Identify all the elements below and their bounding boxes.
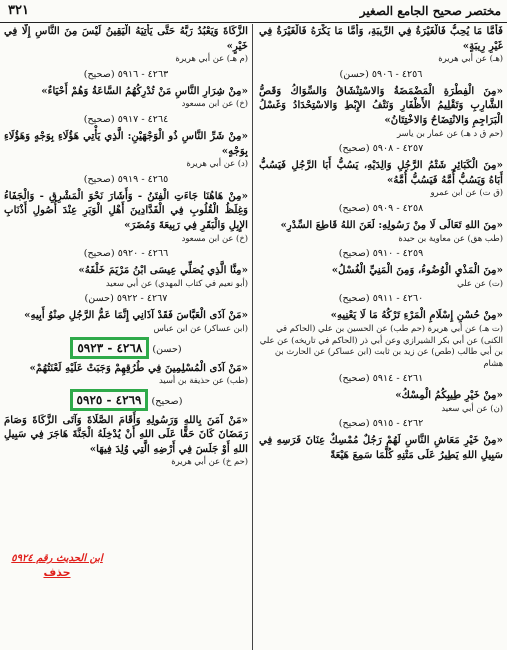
- hadith-index: ٤٢٥٨ - ٥٩٠٩: [372, 202, 424, 214]
- hadith-number: [4, 389, 248, 411]
- hadith-source: (طب هق) عن معاوية بن حيدة: [398, 232, 503, 243]
- hadith-text: «مَنْ آمَنَ بِاللهِ وَرَسُولِهِ وَأَقَامَ الصَّلَاةَ وَآتَى الزَّكَاةَ وَصَامَ رَمَضَانَ كَانَ حَقًّا عَلَى اللهِ أَنْ يُدْخِلَهُ الْجَنَّةَ هَاجَرَ فِي سَبِيلِ اللهِ أَوْ جَلَسَ فِي أَرْضِهِ الَّتِي وُلِدَ فِيهَا»: [4, 413, 248, 455]
- hadith-text: «مِنْ خَيْرِ مَعَاشِ النَّاسِ لَهُمْ رَجُلٌ مُمْسِكٌ عِنَانَ فَرَسِهِ فِي سَبِيلِ اللهِ يَطِيرُ عَلَى مَتْنِهِ كُلَّمَا سَمِعَ هَيْعَةً: [259, 434, 503, 462]
- hadith-number: [4, 337, 248, 359]
- hadith-index: ٤٢٦١ - ٥٩١٤: [372, 373, 424, 385]
- hadith-index: ٤٢٥٦ - ٥٩٠٦: [371, 68, 423, 80]
- hadith-source: (خ) عن ابن مسعود: [181, 98, 248, 109]
- hadith-grade: (صحيح): [338, 248, 370, 260]
- hadith-text: «مِنْ هَاهُنَا جَاءَتِ الْفِتَنُ - وَأَشَارَ نَحْوَ الْمَشْرِقِ - وَالْجَفَاءُ وَغِلَظُ الْقُلُوبِ فِي الْفَدَّادِينَ أَهْلِ الْوَبَرِ عِنْدَ أُصُولِ أَذْنَابِ الإِبِلِ وَالْبَقَرِ فِي رَبِيعَةَ وَمُضَرَ»: [4, 189, 248, 231]
- hadith-number: [259, 141, 503, 156]
- hadith-text: «مِنَ الْكَبَائِرِ شَتْمُ الرَّجُلِ وَالِدَيْهِ، يَسُبُّ أَبَا الرَّجُلِ فَيَسُبُّ أَبَاهُ وَيَسُبُّ أُمَّهُ فَيَسُبُّ أُمَّهُ»: [259, 159, 503, 186]
- hadith-text: «مَنْ آذَى الْعَبَّاسَ فَقَدْ آذَانِي إِنَّمَا عَمُّ الرَّجُلِ صِنْوُ أَبِيهِ»: [24, 309, 248, 322]
- hadith-grade: (صحيح): [83, 113, 115, 125]
- hadith-index: ٤٢٦٨ - ٥٩٢٣: [77, 340, 143, 355]
- hadith-source: (م هـ) عن أبي هريرة: [175, 53, 248, 64]
- hadith-text: «مِنْ شَرِّ النَّاسِ ذُو الْوَجْهَيْنِ: الَّذِي يَأْتِي هَؤُلَاءِ بِوَجْهٍ وَهَؤُلَاءِ بِوَجْهٍ»: [4, 129, 248, 157]
- hadith-text: «مِنَ الْفِطْرَةِ الْمَضْمَضَةُ وَالاسْتِنْشَاقُ وَالسِّوَاكُ وَقَصُّ الشَّارِبِ وَتَقْلِيمُ الأَظْفَارِ وَنَتْفُ الإِبْطِ وَالاسْتِحْدَادُ وَغَسْلُ الْبَرَاجِمِ وَالانْتِضَاحُ وَالاخْتِتَانُ»: [259, 84, 503, 126]
- hadith-text: فَأَمَّا مَا يُحِبُّ فَالْغَيْرَةُ فِي الرِّيبَةِ، وَأَمَّا مَا يَكْرَهُ فَالْغَيْرَةُ فِي غَيْرِ رِيبَةٍ»: [259, 25, 503, 52]
- hadith-grade: (صحيح): [83, 173, 115, 185]
- hadith-source: (حم خ) عن أبي هريرة: [171, 456, 248, 467]
- hadith-grade: (صحيح): [83, 248, 115, 260]
- hadith-source: (خ) عن ابن مسعود: [181, 232, 248, 243]
- hadith-source: (أبو نعيم في كتاب المهدي) عن أبي سعيد: [105, 277, 248, 288]
- page-number: ٣٢١: [8, 3, 29, 18]
- hadith-number: [4, 67, 248, 82]
- hadith-grade: (صحيح): [151, 395, 183, 407]
- hadith-source: (ابن عساكر) عن ابن عباس: [153, 322, 248, 333]
- hadith-source: (هـ) عن أبي هريرة: [438, 53, 503, 64]
- hadith-text: «مِنْ خَيْرِ طِيبِكُمُ الْمِسْكُ»: [395, 389, 503, 402]
- hadith-text: «مِنَ اللهِ تَعَالَى لَا مِنْ رَسُولِهِ: لَعَنَ اللهُ قَاطِعَ السِّدْرِ»: [280, 218, 503, 231]
- hadith-grade: (حسن): [152, 343, 182, 355]
- hadith-source: (حم ق د هـ) عن عمار بن ياسر: [396, 127, 503, 138]
- hadith-grade: (صحيح): [338, 202, 370, 214]
- hadith-number: [259, 246, 503, 261]
- hadith-grade: (حسن): [339, 68, 369, 80]
- hadith-source: (ق ت) عن ابن عمرو: [430, 187, 503, 198]
- hadith-text: «مِنَّا الَّذِي يُصَلِّي عِيسَى ابْنُ مَرْيَمَ خَلْفَهُ»: [78, 264, 248, 277]
- hadith-grade: (صحيح): [338, 143, 370, 155]
- hadith-grade: (صحيح): [338, 293, 370, 305]
- handwritten-annotation: [0, 552, 114, 580]
- hadith-source: (ن) عن أبي سعيد: [441, 402, 503, 413]
- hadith-number: [259, 201, 503, 216]
- hadith-index: ٤٢٦٧ - ٥٩٢٢: [116, 293, 168, 305]
- hadith-number: [259, 291, 503, 306]
- hadith-text: «مَنْ آذَى الْمُسْلِمِينَ فِي طُرُقِهِمْ وَجَبَتْ عَلَيْهِ لَعْنَتُهُمْ»: [29, 361, 248, 374]
- hadith-index: ٤٢٥٩ - ٥٩١٠: [372, 248, 424, 260]
- annotation-note: ابن الحديث رقم ٥٩٢٤: [11, 553, 103, 564]
- hadith-grade: (صحيح): [338, 373, 370, 385]
- highlight-box: [70, 337, 149, 359]
- hadith-grade: (صحيح): [338, 418, 370, 430]
- hadith-index: ٤٢٦٣ - ٥٩١٦: [117, 68, 169, 80]
- page-header: [0, 0, 507, 23]
- hadith-index: ٤٢٦٥ - ٥٩١٩: [117, 173, 169, 185]
- hadith-number: [4, 112, 248, 127]
- hadith-number: [259, 416, 503, 431]
- hadith-text: الزَّكَاةَ وَيَعْبُدُ رَبَّهُ حَتَّى يَأْتِيَهُ الْيَقِينُ لَيْسَ مِنَ النَّاسِ إِلَّا فِي خَيْرٍ»: [4, 25, 248, 52]
- hadith-grade: (حسن): [84, 293, 114, 305]
- hadith-number: [259, 371, 503, 386]
- book-title: مختصر صحيح الجامع الصغير: [359, 4, 501, 18]
- hadith-index: ٤٢٦٩ - ٥٩٢٥: [76, 392, 142, 407]
- highlight-box: [70, 389, 149, 411]
- hadith-source: (ت) عن علي: [457, 277, 503, 288]
- hadith-source: (ت هـ) عن أبي هريرة (حم طب) عن الحسين بن علي (الحاكم في الكنى) عن أبي بكر الشيرازي وعن أبي ذر (الحاكم في تاريخه) عن علي بن أبي طالب (طص) عن زيد بن ثابت (ابن عساكر) عن الحارث بن هشام: [259, 322, 503, 368]
- hadith-number: [4, 291, 248, 306]
- hadith-grade: (صحيح): [83, 68, 115, 80]
- hadith-source: (طب) عن حذيفة بن أسيد: [158, 375, 248, 386]
- right-column: [259, 24, 503, 650]
- hadith-text: «مِنْ حُسْنِ إِسْلَامِ الْمَرْءِ تَرْكُهُ مَا لَا يَعْنِيهِ»: [330, 309, 503, 322]
- hadith-index: ٤٢٦٠ - ٥٩١١: [372, 293, 424, 305]
- hadith-source: (د) عن أبي هريرة: [186, 158, 248, 169]
- hadith-text: «مِنْ شِرَارِ النَّاسِ مَنْ تُدْرِكُهُمُ السَّاعَةُ وَهُمْ أَحْيَاءٌ»: [41, 84, 248, 97]
- hadith-number: [4, 172, 248, 187]
- hadith-number: [259, 67, 503, 82]
- hadith-index: ٤٢٥٧ - ٥٩٠٨: [372, 143, 424, 155]
- hadith-index: ٤٢٦٢ - ٥٩١٥: [372, 418, 424, 430]
- column-divider: [252, 24, 253, 650]
- hadith-index: ٤٢٦٤ - ٥٩١٧: [117, 113, 169, 125]
- annotation-deleted: حذف: [43, 566, 71, 579]
- hadith-number: [4, 246, 248, 261]
- hadith-index: ٤٢٦٦ - ٥٩٢٠: [117, 248, 169, 260]
- hadith-text: «مِنَ الْمَذْيِ الْوُضُوءُ، وَمِنَ الْمَنِيِّ الْغُسْلُ»: [331, 264, 503, 277]
